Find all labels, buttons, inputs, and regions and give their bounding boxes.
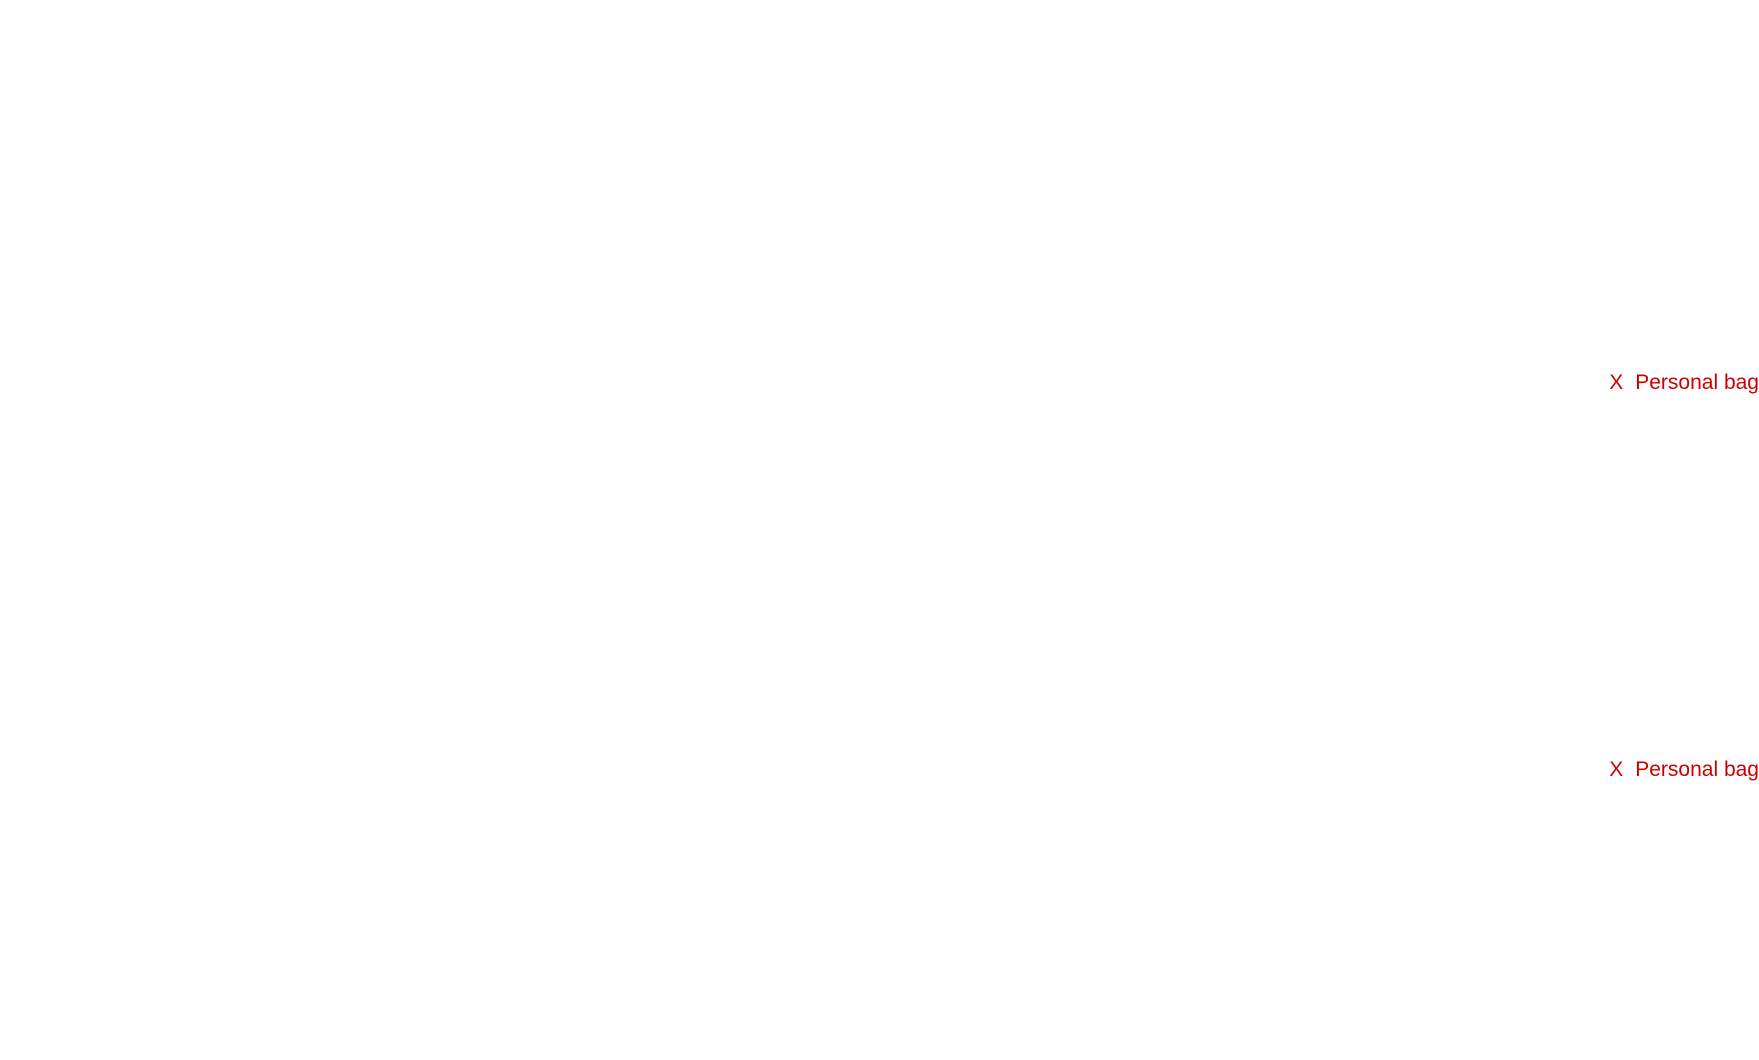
personal-bag-item[interactable]: [1559, 366, 1759, 398]
close-icon[interactable]: X: [1609, 370, 1624, 394]
bag-label: Personal bag: [1635, 370, 1759, 394]
bag-label: Personal bag: [1635, 757, 1759, 781]
close-icon[interactable]: X: [1609, 757, 1624, 781]
personal-bag-item[interactable]: [1559, 753, 1759, 785]
